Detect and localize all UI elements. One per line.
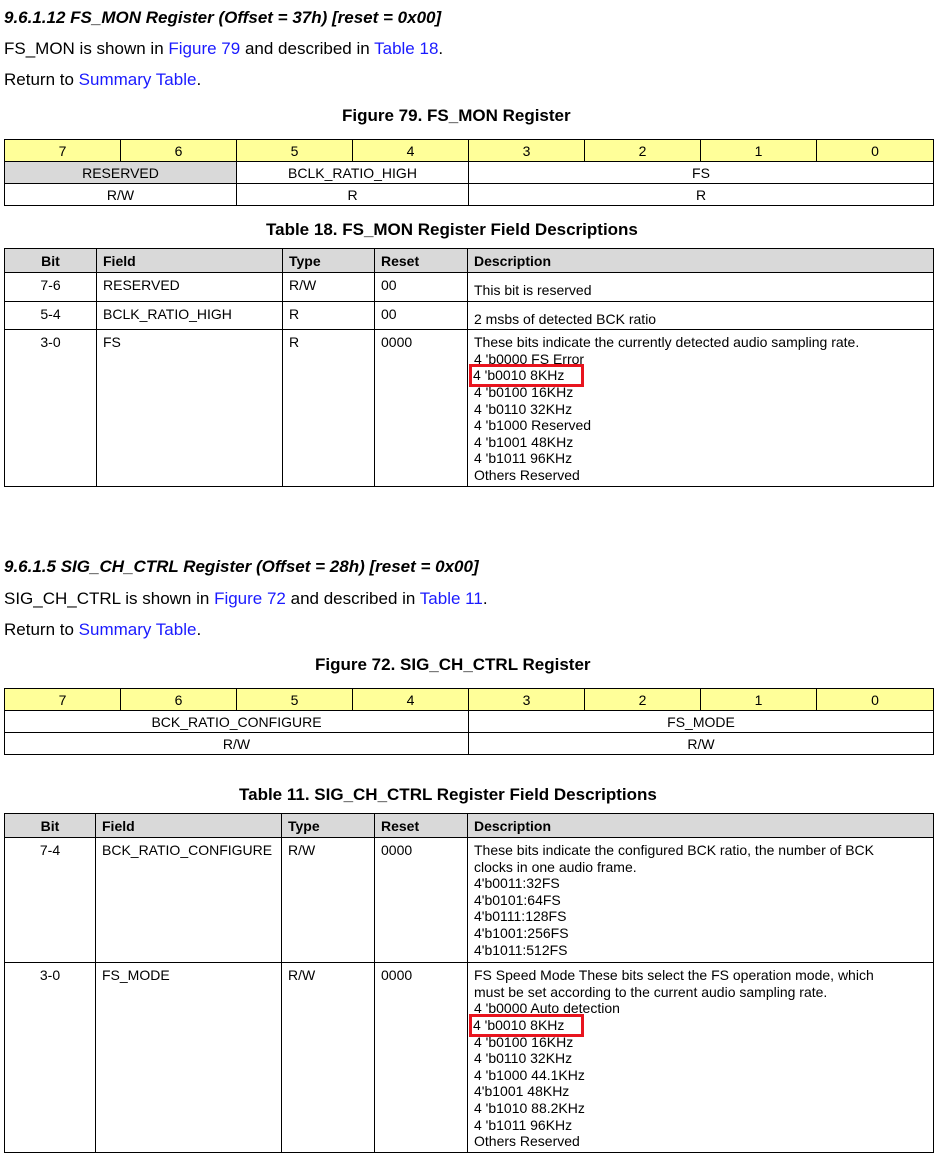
intro-text: and described in bbox=[285, 589, 420, 608]
col-header-bit: Bit bbox=[5, 249, 97, 273]
bit-7: 7 bbox=[5, 689, 121, 711]
table-row bbox=[5, 301, 934, 330]
desc-line: 4 'b0100 16KHz bbox=[474, 1033, 574, 1050]
access-row bbox=[5, 733, 934, 755]
bit-1: 1 bbox=[701, 689, 817, 711]
field-name-row bbox=[5, 162, 934, 184]
field-fs: FS bbox=[469, 162, 934, 184]
intro-text: SIG_CH_CTRL is shown in bbox=[4, 589, 215, 608]
table-row bbox=[5, 273, 934, 302]
desc-line: 4'b1001 48KHz bbox=[474, 1083, 570, 1100]
cell-reset: 00 bbox=[375, 273, 468, 302]
cell-type: R/W bbox=[282, 838, 375, 963]
desc-line: must be set according to the current audio sampling rate. bbox=[474, 983, 828, 1000]
field-fs-mode: FS_MODE bbox=[469, 711, 934, 733]
bit-4: 4 bbox=[353, 689, 469, 711]
desc-line: 4'b0101:64FS bbox=[474, 891, 561, 908]
bit-3: 3 bbox=[469, 140, 585, 162]
col-header-type: Type bbox=[282, 814, 375, 838]
cell-reset: 00 bbox=[375, 301, 468, 330]
return-line-sig-ch-ctrl bbox=[4, 620, 201, 640]
bit-2: 2 bbox=[585, 689, 701, 711]
return-text: . bbox=[196, 620, 202, 639]
access-row bbox=[5, 184, 934, 206]
desc-line-highlighted bbox=[474, 367, 927, 384]
desc-line: clocks in one audio frame. bbox=[474, 858, 637, 875]
desc-line: 4 'b0000 FS Error bbox=[474, 350, 585, 367]
table-row bbox=[5, 330, 934, 486]
cell-bit: 7-4 bbox=[5, 838, 96, 963]
cell-bit: 3-0 bbox=[5, 963, 96, 1153]
bit-0: 0 bbox=[817, 140, 934, 162]
desc-line: 4 'b1000 Reserved bbox=[474, 417, 592, 434]
desc-line: 4 'b1010 88.2KHz bbox=[474, 1099, 585, 1116]
desc-line: These bits indicate the currently detected audio sampling rate. bbox=[474, 334, 860, 351]
summary-table-link[interactable]: Summary Table bbox=[78, 70, 197, 89]
red-highlight-box: 4 'b0010 8KHz bbox=[472, 1017, 581, 1034]
return-text: Return to bbox=[4, 70, 79, 89]
field-reserved: RESERVED bbox=[5, 162, 237, 184]
field-bck-ratio-configure: BCK_RATIO_CONFIGURE bbox=[5, 711, 469, 733]
intro-text: and described in bbox=[240, 39, 375, 58]
cell-bit: 5-4 bbox=[5, 301, 97, 330]
desc-line: 4'b1001:256FS bbox=[474, 924, 569, 941]
cell-reset: 0000 bbox=[375, 963, 468, 1153]
cell-field: FS bbox=[97, 330, 283, 486]
col-header-type: Type bbox=[283, 249, 375, 273]
return-text: Return to bbox=[4, 620, 79, 639]
cell-description bbox=[468, 963, 934, 1153]
access-bck-ratio-configure: R/W bbox=[5, 733, 469, 755]
table-11-link[interactable]: Table 11 bbox=[419, 589, 483, 608]
access-bclk-ratio-high: R bbox=[237, 184, 469, 206]
bit-5: 5 bbox=[237, 689, 353, 711]
section-intro-sig-ch-ctrl bbox=[4, 589, 488, 609]
bit-3: 3 bbox=[469, 689, 585, 711]
return-text: . bbox=[196, 70, 202, 89]
desc-line: 4 'b0100 16KHz bbox=[474, 383, 574, 400]
fs-mon-field-table bbox=[4, 248, 934, 487]
figure-72-caption: Figure 72. SIG_CH_CTRL Register bbox=[315, 655, 591, 674]
desc-line: 4 'b0000 Auto detection bbox=[474, 1000, 620, 1017]
desc-line-highlighted bbox=[474, 1017, 927, 1034]
bit-6: 6 bbox=[121, 140, 237, 162]
bit-7: 7 bbox=[5, 140, 121, 162]
desc-line: Others Reserved bbox=[474, 466, 580, 483]
cell-field: BCK_RATIO_CONFIGURE bbox=[96, 838, 282, 963]
desc-line: These bits indicate the configured BCK ratio, the number of BCK bbox=[474, 842, 874, 858]
figure-79-caption: Figure 79. FS_MON Register bbox=[342, 106, 571, 125]
cell-field: RESERVED bbox=[97, 273, 283, 302]
cell-reset: 0000 bbox=[375, 330, 468, 486]
cell-bit: 3-0 bbox=[5, 330, 97, 486]
desc-line: 4 'b1001 48KHz bbox=[474, 433, 574, 450]
desc-line: FS Speed Mode These bits select the FS operation mode, which bbox=[474, 967, 874, 984]
table-header-row bbox=[5, 814, 934, 838]
access-fs-mode: R/W bbox=[469, 733, 934, 755]
bit-6: 6 bbox=[121, 689, 237, 711]
cell-reset: 0000 bbox=[375, 838, 468, 963]
bit-2: 2 bbox=[585, 140, 701, 162]
cell-field: BCLK_RATIO_HIGH bbox=[97, 301, 283, 330]
intro-text: . bbox=[482, 589, 488, 608]
cell-type: R bbox=[283, 330, 375, 486]
figure-79-link[interactable]: Figure 79 bbox=[168, 39, 241, 58]
desc-line: Others Reserved bbox=[474, 1133, 580, 1150]
cell-description: 2 msbs of detected BCK ratio bbox=[468, 301, 934, 330]
bit-number-row bbox=[5, 140, 934, 162]
col-header-reset: Reset bbox=[375, 249, 468, 273]
cell-description bbox=[468, 330, 934, 486]
red-highlight-box: 4 'b0010 8KHz bbox=[472, 367, 581, 384]
summary-table-link[interactable]: Summary Table bbox=[78, 620, 197, 639]
desc-line: 4'b1011:512FS bbox=[474, 941, 568, 958]
access-reserved: R/W bbox=[5, 184, 237, 206]
table-header-row bbox=[5, 249, 934, 273]
desc-line: 4 'b1011 96KHz bbox=[474, 1116, 573, 1133]
cell-field: FS_MODE bbox=[96, 963, 282, 1153]
cell-type: R bbox=[283, 301, 375, 330]
desc-line: 4'b0011:32FS bbox=[474, 875, 560, 892]
col-header-bit: Bit bbox=[5, 814, 96, 838]
desc-line: 4 'b1000 44.1KHz bbox=[474, 1066, 585, 1083]
cell-description bbox=[468, 838, 934, 963]
bit-number-row bbox=[5, 689, 934, 711]
bit-1: 1 bbox=[701, 140, 817, 162]
table-row bbox=[5, 838, 934, 963]
table-11-caption: Table 11. SIG_CH_CTRL Register Field Descriptions bbox=[239, 785, 657, 804]
cell-type: R/W bbox=[283, 273, 375, 302]
bit-0: 0 bbox=[817, 689, 934, 711]
field-bclk-ratio-high: BCLK_RATIO_HIGH bbox=[237, 162, 469, 184]
return-line-fs-mon bbox=[4, 70, 201, 90]
intro-text: FS_MON is shown in bbox=[4, 39, 169, 58]
desc-line: 4 'b0110 32KHz bbox=[474, 400, 573, 417]
section-title-sig-ch-ctrl: 9.6.1.5 SIG_CH_CTRL Register (Offset = 28h) [reset = 0x00] bbox=[4, 557, 479, 576]
cell-description: This bit is reserved bbox=[468, 273, 934, 302]
table-row bbox=[5, 963, 934, 1153]
desc-line: 4 'b0110 32KHz bbox=[474, 1050, 573, 1067]
access-fs: R bbox=[469, 184, 934, 206]
bit-4: 4 bbox=[353, 140, 469, 162]
col-header-description: Description bbox=[468, 249, 934, 273]
section-intro-fs-mon bbox=[4, 39, 443, 59]
bit-5: 5 bbox=[237, 140, 353, 162]
sig-ch-ctrl-register-diagram bbox=[4, 688, 934, 755]
desc-line: 4 'b1011 96KHz bbox=[474, 450, 573, 467]
intro-text: . bbox=[438, 39, 444, 58]
figure-72-link[interactable]: Figure 72 bbox=[214, 589, 286, 608]
cell-type: R/W bbox=[282, 963, 375, 1153]
table-18-caption: Table 18. FS_MON Register Field Descriptions bbox=[266, 220, 638, 239]
col-header-reset: Reset bbox=[375, 814, 468, 838]
table-18-link[interactable]: Table 18 bbox=[374, 39, 439, 58]
col-header-field: Field bbox=[96, 814, 282, 838]
col-header-field: Field bbox=[97, 249, 283, 273]
field-name-row bbox=[5, 711, 934, 733]
fs-mon-register-diagram bbox=[4, 139, 934, 206]
col-header-description: Description bbox=[468, 814, 934, 838]
desc-line: 4'b0111:128FS bbox=[474, 908, 567, 925]
cell-bit: 7-6 bbox=[5, 273, 97, 302]
section-title-fs-mon: 9.6.1.12 FS_MON Register (Offset = 37h) [reset = 0x00] bbox=[4, 8, 442, 27]
sig-ch-ctrl-field-table bbox=[4, 813, 934, 1153]
